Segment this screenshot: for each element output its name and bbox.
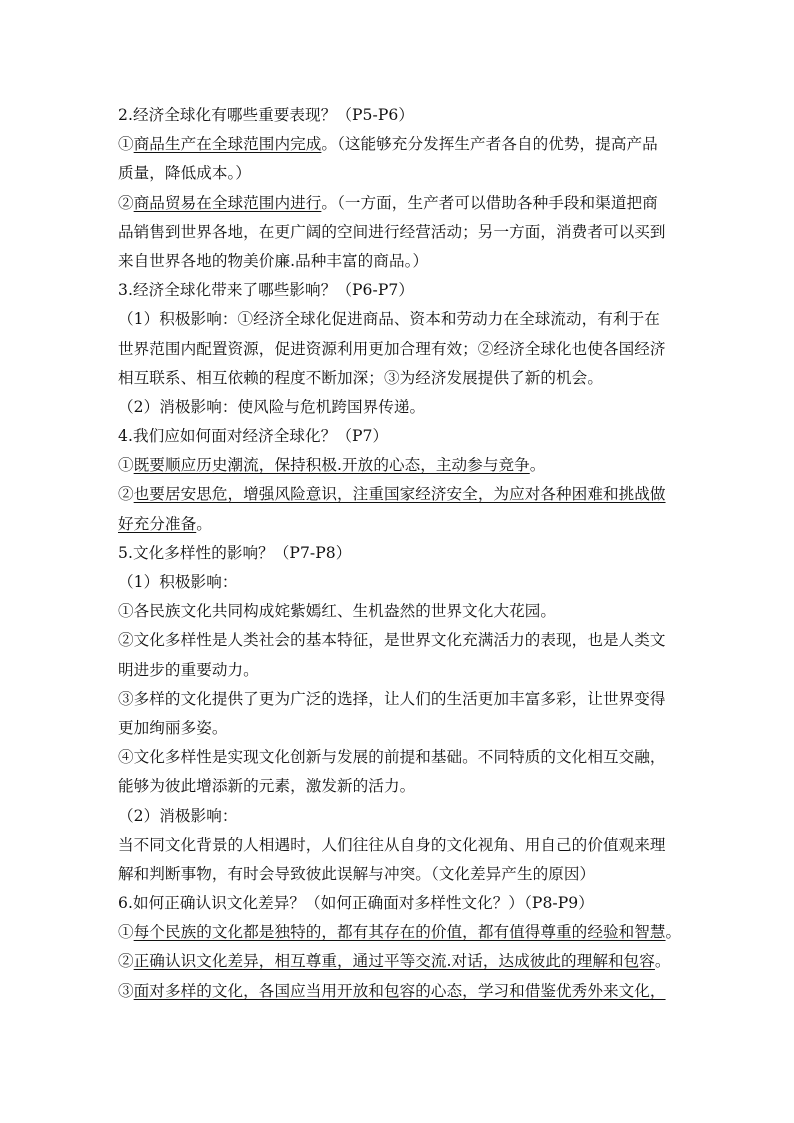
text-segment: （2）消极影响：使风险与危机跨国界传递。 — [118, 397, 426, 416]
text-segment: 明进步的重要动力。 — [118, 660, 259, 679]
text-line — [118, 364, 698, 393]
text-line — [118, 626, 698, 655]
text-line — [118, 802, 698, 831]
text-segment: ② — [118, 952, 134, 971]
text-segment: 当不同文化背景的人相遇时，人们往往从自身的文化视角、用自己的价值观来理 — [118, 835, 666, 854]
text-line — [118, 422, 698, 451]
text-line — [118, 393, 698, 422]
text-line — [118, 656, 698, 685]
underlined-text: 商品贸易在全球范围内进行 — [133, 193, 322, 212]
text-segment: 质量，降低成本。） — [118, 164, 251, 183]
text-segment: ①各民族文化共同构成姹紫嫣红、生机盎然的世界文化大花园。 — [118, 602, 557, 621]
text-segment: 3.经济全球化带来了哪些影响？（P6-P7） — [118, 281, 414, 300]
text-segment: 世界范围内配置资源，促进资源利用更加合理有效；②经济全球化也使各国经济 — [118, 339, 666, 358]
text-line — [118, 247, 698, 276]
text-segment: ① — [118, 456, 134, 475]
text-segment: 4.我们应如何面对经济全球化？（P7） — [118, 427, 389, 446]
text-segment: 相互联系、相互依赖的程度不断加深；③为经济发展提供了新的机会。 — [118, 368, 603, 387]
text-line — [118, 130, 698, 159]
text-segment: 。 — [654, 952, 671, 971]
text-line — [118, 597, 698, 626]
text-segment: 2.经济全球化有哪些重要表现？（P5-P6） — [118, 106, 414, 124]
text-segment: 解和判断事物，有时会导致彼此误解与冲突。（文化差异产生的原因） — [118, 864, 596, 883]
text-line — [118, 743, 698, 772]
text-segment: ④文化多样性是实现文化创新与发展的前提和基础。不同特质的文化相互交融， — [118, 748, 666, 767]
underlined-text: 商品生产在全球范围内完成 — [133, 135, 322, 154]
text-segment: 品销售到世界各地，在更广阔的空间进行经营活动；另一方面，消费者可以买到 — [118, 222, 666, 241]
text-line — [118, 305, 698, 334]
text-line — [118, 947, 698, 976]
text-segment: 来自世界各地的物美价廉.品种丰富的商品。） — [118, 251, 429, 270]
text-segment: （1）积极影响： — [118, 573, 238, 591]
text-segment: ② — [118, 193, 134, 212]
underlined-text: 既要顺应历史潮流，保持积极.开放的心态，主动参与竞争 — [133, 456, 530, 475]
text-segment: （2）消极影响： — [118, 806, 238, 825]
text-segment: 。（这能够充分发挥生产者各自的优势，提高产品 — [321, 135, 658, 154]
text-segment: ②文化多样性是人类社会的基本特征，是世界文化充满活力的表现，也是人类文 — [118, 631, 666, 650]
underlined-text: 正确认识文化差异，相互尊重，通过平等交流.对话，达成彼此的理解和包容 — [133, 952, 655, 971]
text-segment: 能够为彼此增添新的元素，激发新的活力。 — [118, 777, 416, 796]
text-line — [118, 335, 698, 364]
text-line — [118, 714, 698, 743]
text-line — [118, 451, 698, 480]
text-line — [118, 568, 698, 597]
text-segment: ② — [118, 485, 134, 504]
text-line — [118, 510, 698, 539]
text-segment: ① — [118, 923, 134, 942]
text-line — [118, 772, 698, 801]
text-line — [118, 218, 698, 247]
text-line — [118, 189, 698, 218]
text-segment: ③ — [118, 981, 134, 1000]
text-line — [118, 685, 698, 714]
text-segment: 。 — [665, 923, 682, 942]
underlined-text: 面对多样的文化，各国应当用开放和包容的心态，学习和借鉴优秀外来文化， — [133, 981, 666, 1000]
text-segment: 。 — [196, 514, 212, 533]
text-segment: 。（一方面，生产者可以借助各种手段和渠道把商 — [321, 193, 658, 212]
text-segment: （1）积极影响：①经济全球化促进商品、资本和劳动力在全球流动，有利于在 — [118, 310, 660, 329]
text-segment: 6.如何正确认识文化差异？（如何正确面对多样性文化？）（P8-P9） — [118, 894, 594, 913]
text-line — [118, 977, 698, 1006]
text-segment: 更加绚丽多姿。 — [118, 718, 228, 737]
text-line — [118, 889, 698, 918]
text-line — [118, 918, 698, 947]
text-line — [118, 159, 698, 188]
text-segment: ③多样的文化提供了更为广泛的选择，让人们的生活更加丰富多彩，让世界变得 — [118, 689, 666, 708]
underlined-text: 也要居安思危，增强风险意识，注重国家经济安全，为应对各种困难和挑战做 — [133, 485, 666, 504]
text-line — [118, 539, 698, 568]
underlined-text: 每个民族的文化都是独特的，都有其存在的价值，都有值得尊重的经验和智慧 — [133, 923, 666, 942]
text-segment: 。 — [529, 456, 546, 475]
text-line — [118, 276, 698, 305]
text-line — [118, 831, 698, 860]
document-body — [118, 101, 698, 1006]
text-line — [118, 860, 698, 889]
text-segment: 5.文化多样性的影响？（P7-P8） — [118, 543, 352, 562]
text-line — [118, 101, 698, 130]
text-segment: ① — [118, 135, 134, 154]
text-line — [118, 480, 698, 509]
underlined-text: 好充分准备 — [118, 514, 197, 533]
